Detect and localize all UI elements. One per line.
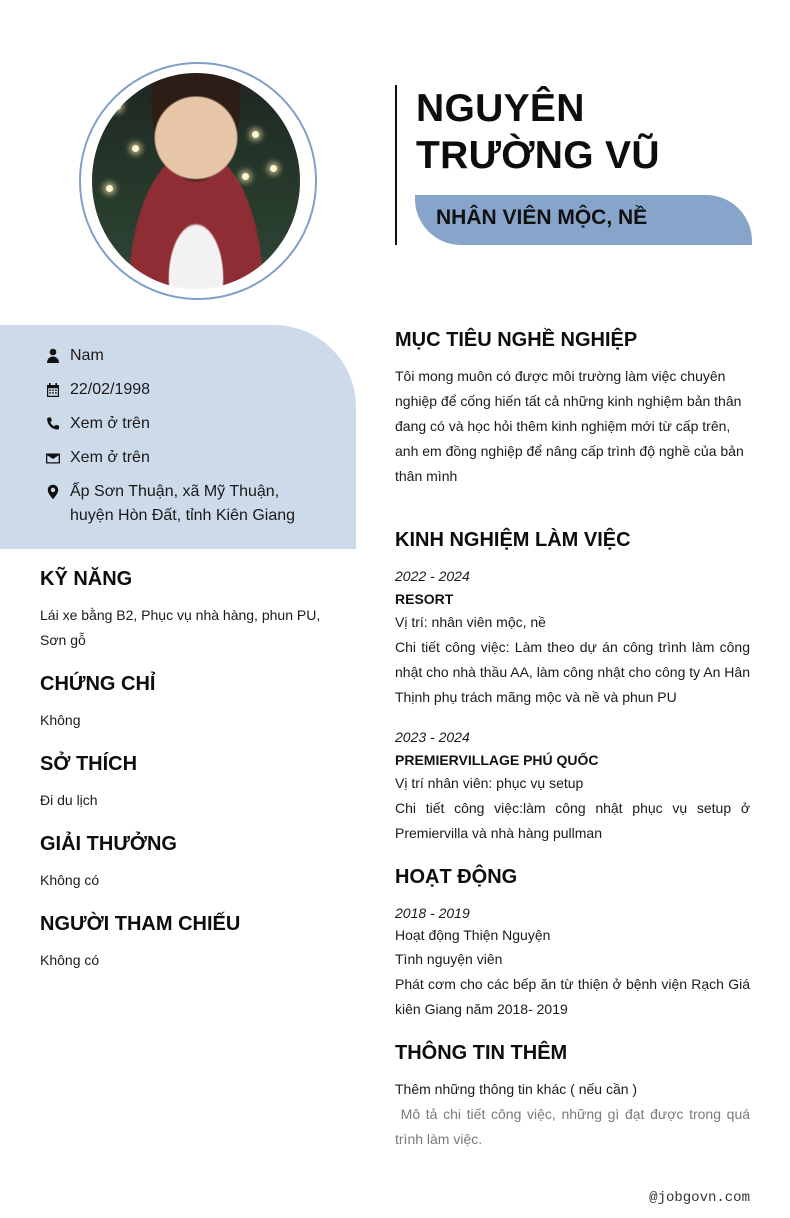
contact-gender (44, 344, 104, 368)
experience-2-position: Vị trí nhân viên: phục vụ setup (395, 775, 584, 791)
calendar-icon (44, 378, 62, 402)
activity-name: Hoạt động Thiện Nguyện (395, 927, 551, 943)
hobbies-text: Đi du lịch (40, 792, 98, 808)
avatar (92, 73, 300, 289)
certificates-title: CHỨNG CHỈ (40, 673, 156, 695)
contact-phone (44, 412, 150, 436)
activities-title: HOẠT ĐỘNG (395, 866, 518, 888)
contact-panel (0, 325, 356, 549)
experience-title: KINH NGHIỆM LÀM VIỆC (395, 529, 631, 551)
additional-title: THÔNG TIN THÊM (395, 1042, 568, 1064)
contact-birthday (44, 378, 150, 402)
experience-1-period: 2022 - 2024 (395, 568, 470, 584)
title-block (395, 85, 755, 245)
contact-email (44, 446, 150, 470)
objective-text: Tôi mong muôn có được môi trường làm việc chuyên nghiệp để cống hiến tất cả những kinh nghiệm bản thân đang có và học hỏi thêm kinh nghiệm mới từ cấp trên, anh em đồng nghiệp để nâng cấp trình độ nghề của bản thân mình (395, 368, 744, 484)
job-title: NHÂN VIÊN MỘC, NỀ (436, 206, 648, 229)
references-text: Không có (40, 952, 100, 968)
contact-address (44, 480, 295, 528)
job-title-badge (415, 195, 752, 245)
phone-icon (44, 412, 62, 436)
experience-1-company: RESORT (395, 591, 454, 607)
skills-text: Lái xe bằng B2, Phục vụ nhà hàng, phun PU, Sơn gỗ (40, 607, 321, 648)
watermark: @jobgovn.com (649, 1190, 750, 1206)
email-value: Xem ở trên (70, 449, 150, 466)
birthday-value: 22/02/1998 (70, 381, 151, 398)
gender-value: Nam (70, 347, 104, 364)
objective-title: MỤC TIÊU NGHỀ NGHIỆP (395, 329, 638, 351)
activity-role: Tình nguyện viên (395, 951, 503, 967)
additional-line-2: Mô tả chi tiết công việc, những gì đạt được trong quá trình làm việc. (395, 1106, 754, 1147)
experience-1-position: Vị trí: nhân viên mộc, nề (395, 614, 546, 630)
additional-line-1: Thêm những thông tin khác ( nếu cần ) (395, 1081, 638, 1097)
avatar-frame (79, 62, 317, 300)
activity-details: Phát cơm cho các bếp ăn từ thiện ở bệnh viện Rạch Giá kiên Giang năm 2018- 2019 (395, 976, 750, 1017)
address-line-1: Ấp Sơn Thuận, xã Mỹ Thuận, (70, 483, 280, 500)
references-title: NGƯỜI THAM CHIẾU (40, 913, 241, 935)
address-line-2: huyện Hòn Đất, tỉnh Kiên Giang (70, 507, 296, 524)
awards-title: GIẢI THƯỞNG (40, 833, 177, 855)
candidate-name: NGUYÊN TRƯỜNG VŨ (416, 87, 660, 177)
phone-value: Xem ở trên (70, 415, 150, 432)
awards-text: Không có (40, 872, 100, 888)
experience-2-period: 2023 - 2024 (395, 729, 470, 745)
hobbies-title: SỞ THÍCH (40, 753, 138, 775)
email-icon (44, 446, 62, 470)
experience-2-company: PREMIERVILLAGE PHÚ QUỐC (395, 752, 599, 768)
person-icon (44, 344, 62, 368)
activity-period: 2018 - 2019 (395, 905, 470, 921)
certificates-text: Không (40, 712, 81, 728)
experience-2-details: Chi tiết công việc:làm công nhật phục vụ setup ở Premiervilla và nhà hàng pullman (395, 800, 750, 841)
skills-title: KỸ NĂNG (40, 568, 133, 590)
experience-1-details: Chi tiết công việc: Làm theo dự án công trình làm công nhật cho nhà thầu AA, làm công nhật cho công ty An Hân Thịnh phụ trách mãng mộc và nề và phun PU (395, 639, 750, 705)
location-pin-icon (44, 480, 62, 504)
